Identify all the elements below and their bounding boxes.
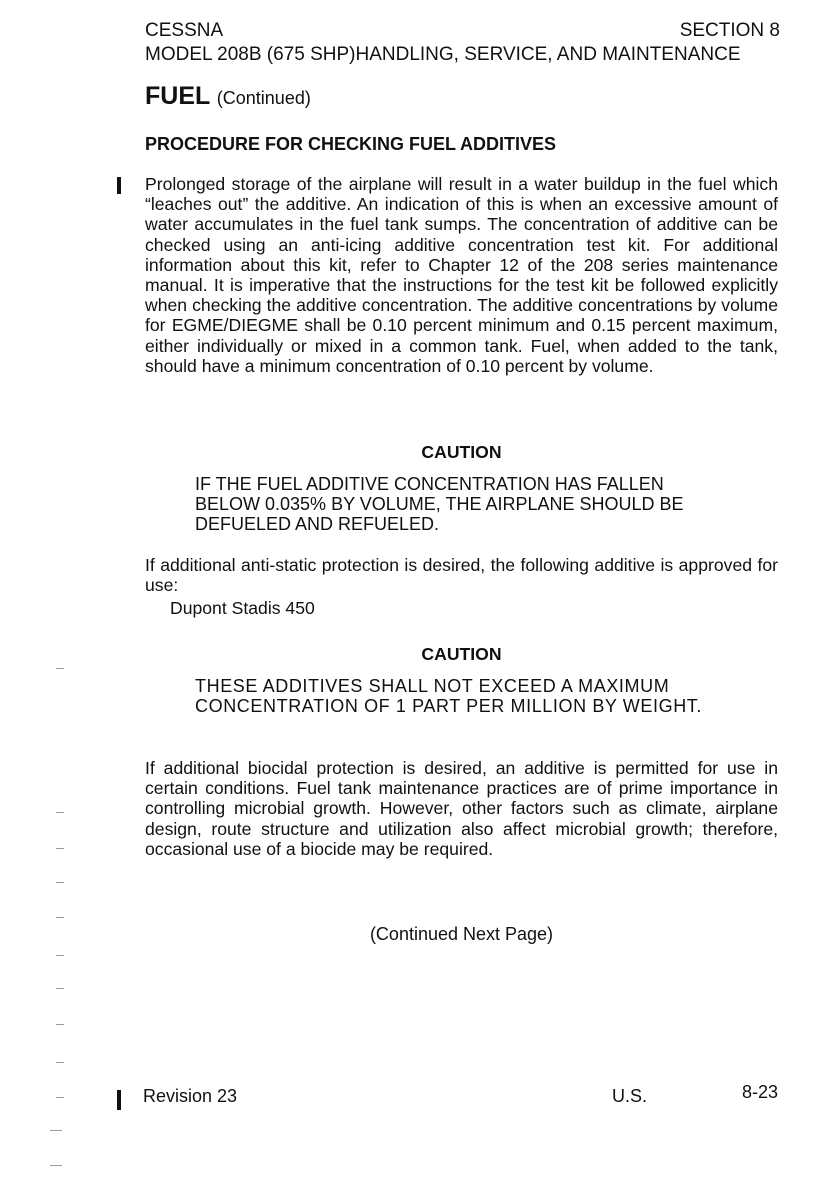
- title-main: FUEL: [145, 82, 210, 110]
- margin-mark: [56, 848, 64, 849]
- margin-mark: [56, 988, 64, 989]
- continued-next-page: (Continued Next Page): [369, 924, 554, 944]
- margin-mark: [56, 812, 64, 813]
- caution-label: CAUTION: [421, 644, 502, 664]
- revision-bar: [117, 177, 121, 194]
- section-heading: PROCEDURE FOR CHECKING FUEL ADDITIVES: [145, 134, 557, 154]
- approved-additive-item: Dupont Stadis 450: [170, 598, 315, 618]
- caution-text: IF THE FUEL ADDITIVE CONCENTRATION HAS FALLEN BELOW 0.035% BY VOLUME, THE AIRPLANE SHOULD BE DEFUELED AND REFUELED.: [195, 474, 684, 534]
- margin-mark: [56, 917, 64, 918]
- margin-mark: [50, 1165, 62, 1166]
- margin-mark: [56, 1024, 64, 1025]
- paragraph-biocidal: If additional biocidal protection is desired, an additive is permitted for use in certain conditions. Fuel tank maintenance practices are of prime importance in controlling microbial growth. However, other factors such as climate, airplane design, route structure and utilization also affect microbial growth; therefore, occasional use of a biocide may be required.: [145, 758, 778, 859]
- margin-mark: [56, 1062, 64, 1063]
- page-title: [145, 82, 311, 111]
- margin-mark: [56, 882, 64, 883]
- margin-mark: [56, 668, 64, 669]
- title-continued: (Continued): [216, 88, 311, 108]
- paragraph-anti-static: If additional anti-static protection is desired, the following additive is approved for use:: [145, 555, 778, 596]
- caution-text: THESE ADDITIVES SHALL NOT EXCEED A MAXIMUM CONCENTRATION OF 1 PART PER MILLION BY WEIGHT.: [195, 676, 703, 716]
- margin-mark: [56, 1097, 64, 1098]
- header-manufacturer: CESSNA: [145, 20, 224, 41]
- revision-bar: [117, 1090, 121, 1110]
- margin-mark: [50, 1130, 62, 1131]
- header-model-line: MODEL 208B (675 SHP)HANDLING, SERVICE, AND MAINTENANCE: [145, 44, 741, 65]
- footer-revision: Revision 23: [143, 1086, 238, 1106]
- caution-label: CAUTION: [421, 442, 502, 462]
- header-section: SECTION 8: [679, 20, 780, 41]
- paragraph-storage: Prolonged storage of the airplane will result in a water buildup in the fuel which “leaches out” the additive. An indication of this is when an excessive amount of water accumulates in the fuel tank sumps. The concentration of additive can be checked using an anti-icing additive concentration test kit. For additional information about this kit, refer to Chapter 12 of the 208 series maintenance manual. It is imperative that the instructions for the test kit be followed explicitly when checking the additive concentration. The additive concentrations by volume for EGME/DIEGME shall be 0.10 percent minimum and 0.15 percent maximum, either individually or mixed in a common tank. Fuel, when added to the tank, should have a minimum concentration of 0.10 percent by volume.: [145, 174, 778, 376]
- footer-region: U.S.: [612, 1086, 648, 1106]
- margin-mark: [56, 955, 64, 956]
- footer-page-number: 8-23: [741, 1082, 778, 1102]
